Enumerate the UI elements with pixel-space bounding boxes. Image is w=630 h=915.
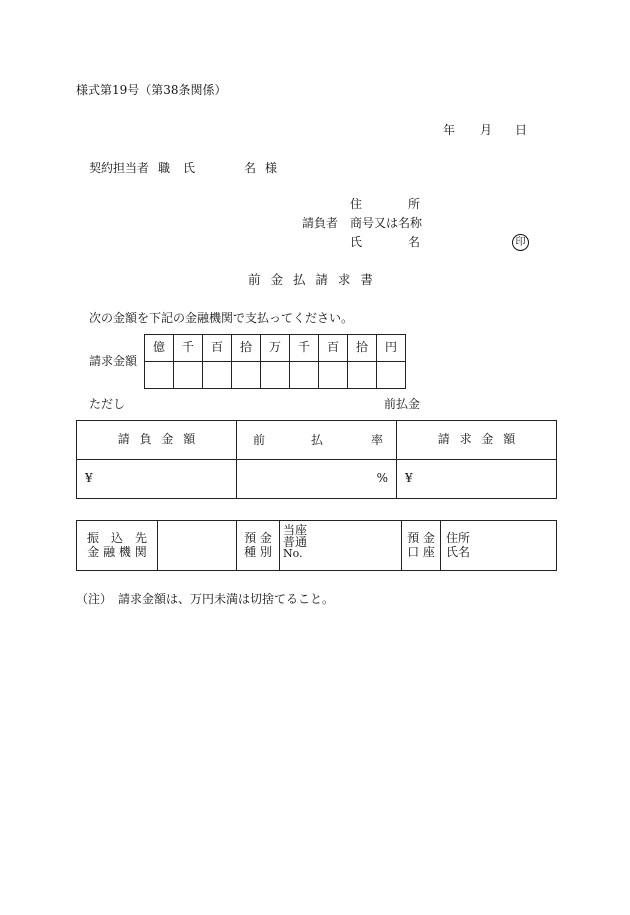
summary-value-row — [77, 460, 557, 499]
date-month-label: 月 — [480, 123, 493, 137]
unit-hyaku-man: 百 — [203, 335, 232, 362]
document-title: 前 金 払 請 求 書 — [248, 272, 373, 287]
unit-sen-man: 千 — [174, 335, 203, 362]
holder-address-label: 住所 — [446, 530, 471, 545]
unit-oku: 億 — [145, 335, 174, 362]
yokin-kouza-label-2: 口 座 — [407, 544, 435, 559]
addressee-mei: 名 — [244, 161, 257, 175]
furikomi-label-2: 金 融 機 関 — [87, 544, 147, 559]
furikomi-label-cell — [77, 521, 158, 571]
yokin-kouza-label-cell — [402, 521, 441, 571]
summary-table — [76, 420, 557, 499]
amount-cell[interactable] — [348, 362, 377, 389]
contract-amount-cell[interactable] — [77, 460, 237, 499]
applicant-label: 請負者 — [302, 216, 339, 230]
yokin-kouza-label-1: 預 金 — [407, 530, 435, 545]
amount-values-row — [145, 362, 406, 389]
account-holder-cell[interactable] — [441, 521, 557, 571]
addressee-shoku: 職 — [158, 161, 171, 175]
addressee-sama: 様 — [265, 161, 278, 175]
bank-table — [76, 520, 557, 571]
yen-sign: ¥ — [85, 471, 93, 486]
tadashi-label: ただし — [89, 397, 126, 411]
yen-sign: ¥ — [405, 471, 413, 486]
summary-header-row — [77, 421, 557, 460]
addressee-shi: 氏 — [183, 161, 196, 175]
applicant-address-2: 所 — [408, 197, 421, 211]
account-type-touza: 当座 — [283, 523, 308, 537]
amount-cell[interactable] — [232, 362, 261, 389]
intro-text: 次の金額を下記の金融機関で支払ってください。 — [89, 311, 354, 325]
furikomi-label-1: 振 込 先 — [86, 530, 147, 545]
percent-sign: % — [376, 471, 388, 486]
unit-yen: 円 — [377, 335, 406, 362]
amount-cell[interactable] — [145, 362, 174, 389]
unit-hyaku: 百 — [319, 335, 348, 362]
amount-cell[interactable] — [203, 362, 232, 389]
amount-label: 請求金額 — [89, 354, 138, 368]
header-mae: 前 — [252, 433, 265, 447]
amount-cell[interactable] — [319, 362, 348, 389]
request-amount-cell[interactable] — [397, 460, 557, 499]
header-contract-amount: 請 負 金 額 — [77, 421, 237, 460]
account-type-cell[interactable] — [280, 521, 402, 571]
bank-name-cell[interactable] — [158, 521, 237, 571]
footnote: （注） 請求金額は、万円未満は切捨てること。 — [76, 592, 335, 606]
amount-cell[interactable] — [377, 362, 406, 389]
yokin-type-label-1: 預 金 — [244, 530, 272, 545]
header-advance-rate — [236, 421, 396, 460]
applicant-name-2: 名 — [408, 235, 421, 249]
header-ritsu: 率 — [370, 433, 383, 447]
amount-units-row — [145, 335, 406, 362]
header-barai: 払 — [310, 433, 323, 447]
advance-rate-cell[interactable] — [236, 460, 396, 499]
applicant-company: 商号又は名称 — [350, 216, 423, 230]
date-year-label: 年 — [443, 123, 456, 137]
header-request-amount: 請 求 金 額 — [397, 421, 557, 460]
amount-cell[interactable] — [290, 362, 319, 389]
form-number: 様式第19号（第38条関係） — [76, 83, 227, 97]
yokin-type-label-cell — [237, 521, 280, 571]
amount-cell[interactable] — [174, 362, 203, 389]
seal-mark — [512, 234, 529, 251]
bank-row — [77, 521, 557, 571]
seal-text: 印 — [515, 236, 526, 248]
account-type-futsuu: 普通 — [283, 535, 308, 549]
amount-grid — [144, 334, 406, 389]
date-day-label: 日 — [515, 123, 528, 137]
account-number-label: No. — [283, 547, 303, 560]
unit-sen: 千 — [290, 335, 319, 362]
yokin-type-label-2: 種 別 — [244, 544, 272, 559]
holder-name-label: 氏名 — [446, 544, 471, 559]
addressee-role: 契約担当者 — [89, 161, 150, 175]
amount-cell[interactable] — [261, 362, 290, 389]
unit-juu: 拾 — [348, 335, 377, 362]
applicant-address-1: 住 — [350, 197, 363, 211]
maebarai-label: 前払金 — [384, 397, 421, 411]
unit-juu-man: 拾 — [232, 335, 261, 362]
unit-man: 万 — [261, 335, 290, 362]
applicant-name-1: 氏 — [350, 235, 363, 249]
